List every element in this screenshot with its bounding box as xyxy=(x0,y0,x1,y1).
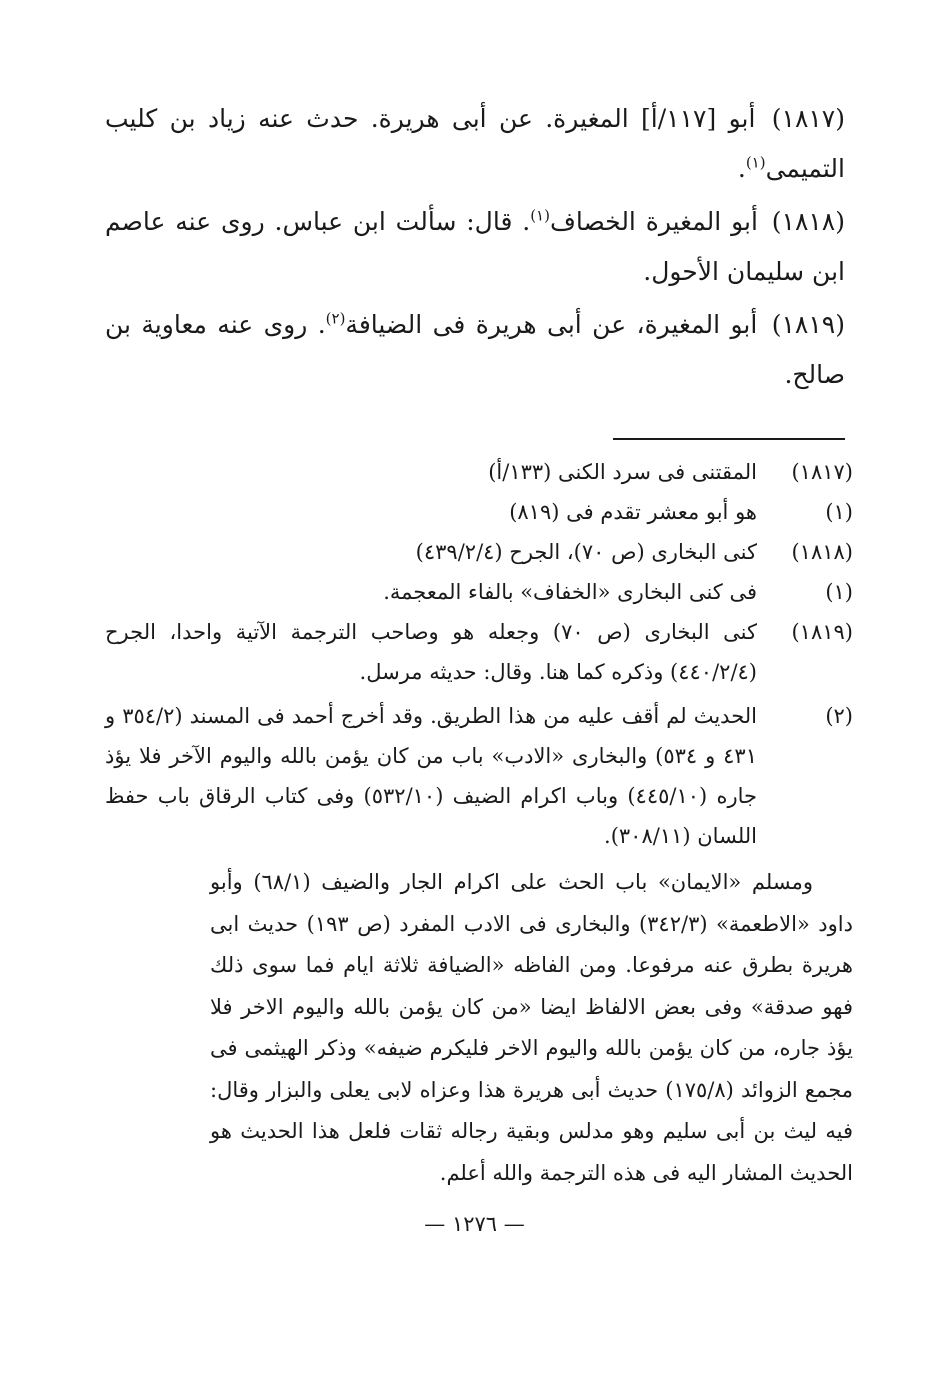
entry-1818 xyxy=(105,197,845,297)
main-entries xyxy=(105,94,845,403)
footnote-1818-1 xyxy=(105,572,853,612)
footnote-key: (١) xyxy=(825,500,853,524)
entry-number: (١٨١٨) xyxy=(771,207,845,236)
footnote-key: (٢) xyxy=(825,704,853,728)
entry-text-after: . قال: سألت ابن عباس. روى عنه عاصم ابن سليمان الأحول. xyxy=(105,207,845,286)
entry-text: أبو المغيرة الخصاف xyxy=(549,207,758,236)
entry-text: أبو المغيرة، عن أبى هريرة فى الضيافة xyxy=(345,310,758,339)
footnote-ref: (١) xyxy=(530,206,550,225)
footnote-continuation: ومسلم «الايمان» باب الحث على اكرام الجار والضيف (٦٨/١) وأبو داود «الاطعمة» (٣٤٢/٣) والبخارى فى الادب المفرد (ص ١٩٣) حديث ابى هريرة بطرق عنه مرفوعا. ومن الفاظه «الضيافة ثلاثة ايام فما سوى ذلك فهو صدقة» وفى بعض الالفاظ ايضا «من كان يؤمن بالله واليوم الاخر فلا يؤذ جاره، من كان يؤمن بالله واليوم الاخر فليكرم ضيفه» وذكر الهيثمى فى مجمع الزوائد (١٧٥/٨) حديث أبى هريرة هذا وعزاه لابى يعلى والبزار وقال: فيه ليث بن أبى سليم وهو مدلس وبقية رجاله ثقات فلعل هذا الحديث هو الحديث المشار اليه فى هذه الترجمة والله أعلم. xyxy=(210,870,853,1185)
footnote-text: هو أبو معشر تقدم فى (٨١٩) xyxy=(509,500,757,524)
footnote-1819-2 xyxy=(105,696,853,856)
footnote-text: كنى البخارى (ص ٧٠) وجعله هو وصاحب الترجمة الآتية واحدا، الجرح (٤٤٠/٢/٤) وذكره كما هنا. وقال: حديثه مرسل. xyxy=(105,620,757,684)
footnote-separator xyxy=(613,438,845,440)
footnote-key: (١٨١٧) xyxy=(791,460,853,484)
entry-text-after: . روى عنه معاوية بن صالح. xyxy=(105,310,845,389)
footnote-ref: (١) xyxy=(745,153,766,172)
footnote-text: كنى البخارى (ص ٧٠)، الجرح (٤٣٩/٢/٤) xyxy=(415,540,757,564)
entry-text: أبو [١١٧/أ] المغيرة. عن أبى هريرة. حدث عنه زياد بن كليب التميمى xyxy=(105,104,845,183)
footnote-1819 xyxy=(105,612,853,692)
entry-1819 xyxy=(105,300,845,400)
footnote-1818 xyxy=(105,532,853,572)
entry-1817 xyxy=(105,94,845,194)
entry-number: (١٨١٧) xyxy=(771,104,845,133)
footnote-text: الحديث لم أقف عليه من هذا الطريق. وقد أخرج أحمد فى المسند (٣٥٤/٢ و ٤٣١ و ٥٣٤) والبخارى «الادب» باب من كان يؤمن بالله واليوم الآخر فلا يؤذ جاره (٤٤٥/١٠) وباب اكرام الضيف (٥٣٢/١٠) وفى كتاب الرقاق باب حفظ اللسان (٣٠٨/١١). xyxy=(105,704,757,848)
footnote-1817 xyxy=(105,452,853,492)
footnote-text: فى كنى البخارى «الخفاف» بالفاء المعجمة. xyxy=(383,580,757,604)
footnote-1817-1 xyxy=(105,492,853,532)
entry-text-after: . xyxy=(737,154,746,183)
page-number: — ١٢٧٦ — xyxy=(424,1212,525,1236)
entry-number: (١٨١٩) xyxy=(771,310,845,339)
footnote-text: المقتنى فى سرد الكنى (١٣٣/أ) xyxy=(488,460,757,484)
footnote-key: (١٨١٨) xyxy=(791,540,853,564)
footnotes xyxy=(105,452,853,1194)
footnote-ref: (٢) xyxy=(325,309,346,328)
footnote-key: (١) xyxy=(825,580,853,604)
footnote-key: (١٨١٩) xyxy=(791,620,853,644)
